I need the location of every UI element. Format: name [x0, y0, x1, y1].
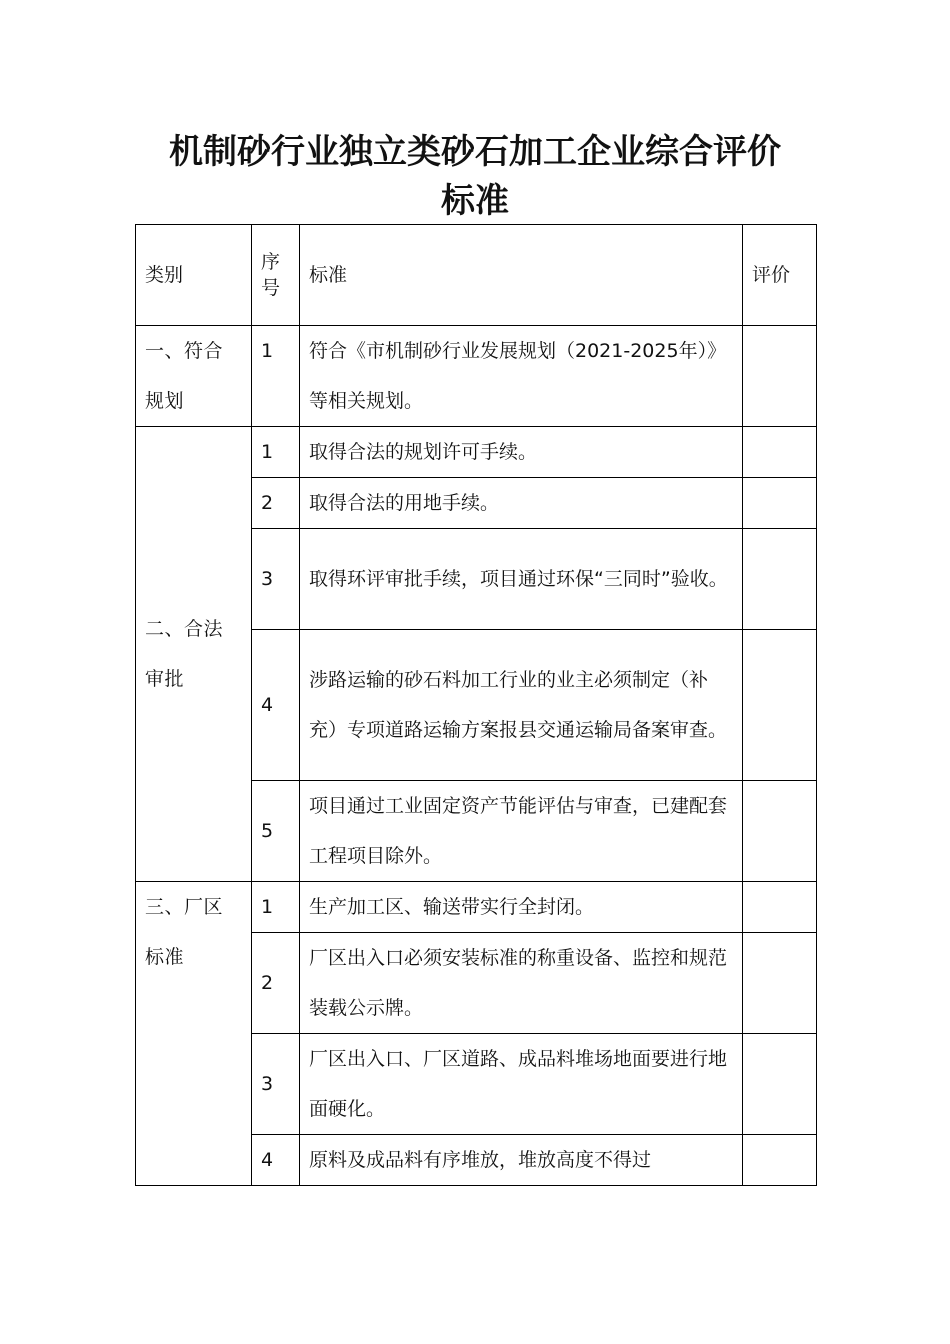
seq-cell: 4 [252, 1135, 300, 1186]
seq-cell: 1 [252, 326, 300, 427]
seq-cell: 4 [252, 630, 300, 781]
evaluation-cell[interactable] [743, 1034, 817, 1135]
seq-cell: 2 [252, 478, 300, 529]
seq-cell: 1 [252, 427, 300, 478]
category-cell: 二、合法审批 [136, 427, 252, 882]
table-row [136, 326, 817, 427]
category-cell: 三、厂区标准 [136, 882, 252, 1186]
evaluation-cell[interactable] [743, 630, 817, 781]
standard-cell: 涉路运输的砂石料加工行业的业主必须制定（补充）专项道路运输方案报县交通运输局备案审查。 [300, 630, 743, 781]
seq-cell: 3 [252, 529, 300, 630]
standard-cell: 项目通过工业固定资产节能评估与审查，已建配套工程项目除外。 [300, 781, 743, 882]
header-seq: 序号 [252, 225, 300, 326]
standard-cell: 生产加工区、输送带实行全封闭。 [300, 882, 743, 933]
evaluation-table [135, 224, 817, 1186]
seq-cell: 2 [252, 933, 300, 1034]
table-row [136, 427, 817, 478]
evaluation-cell[interactable] [743, 1135, 817, 1186]
evaluation-cell[interactable] [743, 478, 817, 529]
page-title [0, 128, 950, 226]
page-title-line2: 标准 [441, 181, 509, 221]
evaluation-cell[interactable] [743, 781, 817, 882]
seq-cell: 5 [252, 781, 300, 882]
standard-cell: 取得环评审批手续，项目通过环保“三同时”验收。 [300, 529, 743, 630]
evaluation-cell[interactable] [743, 933, 817, 1034]
evaluation-cell[interactable] [743, 326, 817, 427]
category-cell: 一、符合规划 [136, 326, 252, 427]
standard-cell: 厂区出入口、厂区道路、成品料堆场地面要进行地面硬化。 [300, 1034, 743, 1135]
page-title-line1: 机制砂行业独立类砂石加工企业综合评价 [169, 132, 781, 172]
header-category: 类别 [136, 225, 252, 326]
table-header-row [136, 225, 817, 326]
standard-cell: 原料及成品料有序堆放，堆放高度不得过 [300, 1135, 743, 1186]
evaluation-cell[interactable] [743, 529, 817, 630]
table-row [136, 882, 817, 933]
seq-cell: 1 [252, 882, 300, 933]
header-standard: 标准 [300, 225, 743, 326]
header-evaluation: 评价 [743, 225, 817, 326]
standard-cell: 符合《市机制砂行业发展规划（2021-2025年）》等相关规划。 [300, 326, 743, 427]
evaluation-cell[interactable] [743, 427, 817, 478]
standard-cell: 取得合法的用地手续。 [300, 478, 743, 529]
standard-cell: 取得合法的规划许可手续。 [300, 427, 743, 478]
evaluation-cell[interactable] [743, 882, 817, 933]
seq-cell: 3 [252, 1034, 300, 1135]
standard-cell: 厂区出入口必须安装标准的称重设备、监控和规范装载公示牌。 [300, 933, 743, 1034]
